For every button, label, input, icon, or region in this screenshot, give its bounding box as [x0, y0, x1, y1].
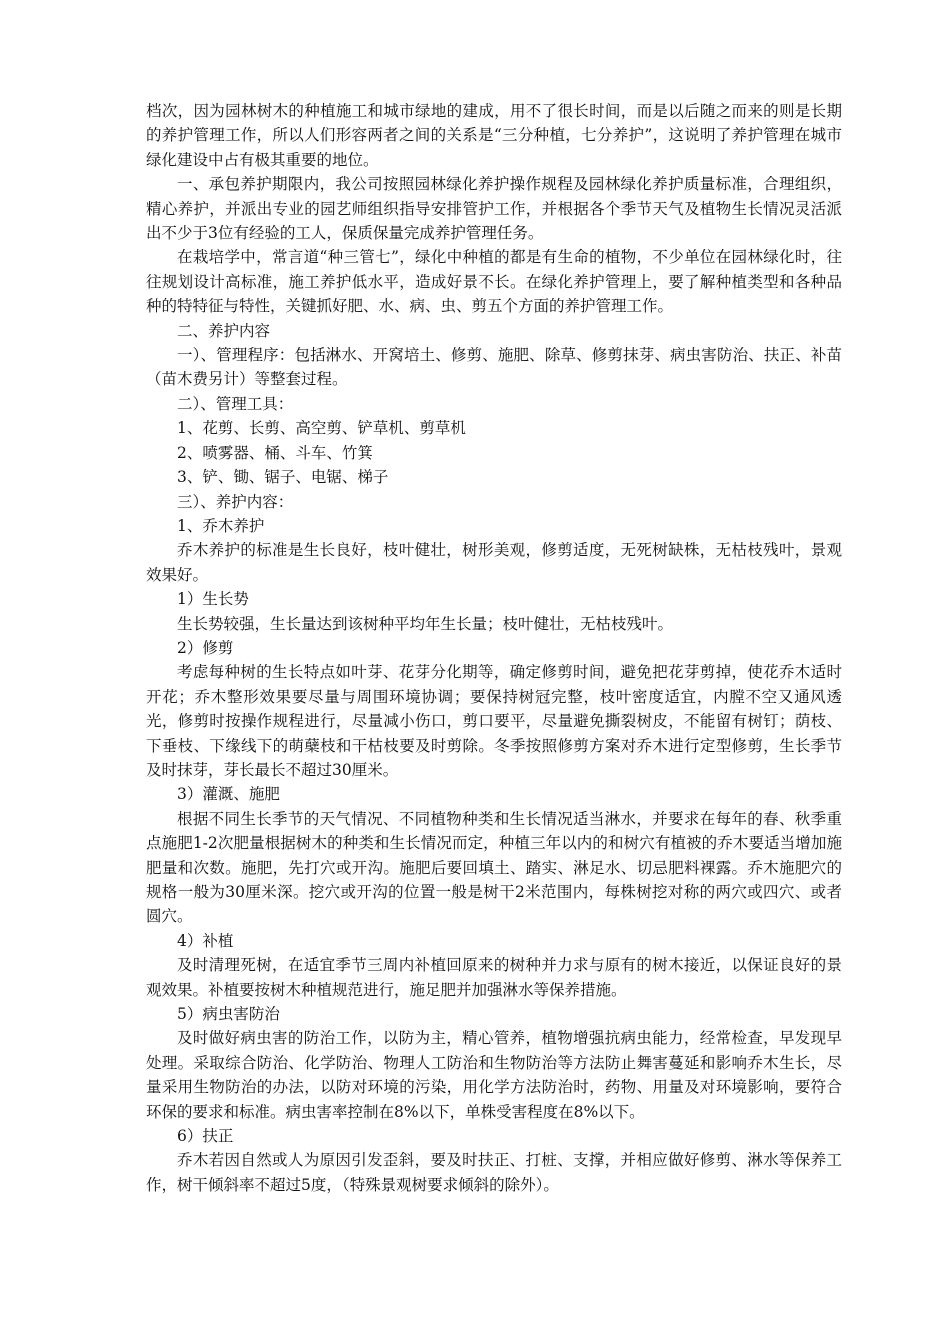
document-body — [146, 99, 842, 1197]
paragraph-management-procedure: 一）、管理程序：包括淋水、开窝培土、修剪、施肥、除草、修剪抹芽、病虫害防治、扶正、补苗（苗木费另计）等整套过程。 — [146, 346, 842, 389]
heading-irrigation: 3）灌溉、施肥 — [177, 785, 280, 804]
paragraph-replanting: 及时清理死树，在适宜季节三周内补植回原来的树种并力求与原有的树木接近，以保证良好的景观效果。补植要按树木种植规范进行，施足肥并加强淋水等保养措施。 — [146, 956, 842, 999]
heading-pruning: 2）修剪 — [177, 638, 234, 657]
paragraph-pruning: 考虑每种树的生长特点如叶芽、花芽分化期等，确定修剪时间，避免把花芽剪掉，使花乔木适时开花；乔木整形效果要尽量与周围环境协调；要保持树冠完整，枝叶密度适宜，内膛不空又通风透光，修剪时按操作规程进行，尽量减小伤口，剪口要平，尽量避免撕裂树皮，不能留有树钉；荫枝、下垂枝、下缘线下的萌蘖枝和干枯枝要及时剪除。冬季按照修剪方案对乔木进行定型修剪，生长季节及时抹芽，芽长最长不超过30厘米。 — [146, 663, 842, 779]
list-item-tools-2: 2、喷雾器、桶、斗车、竹箕 — [177, 443, 373, 462]
heading-pest-control: 5）病虫害防治 — [177, 1005, 280, 1024]
paragraph-contract-period: 一、承包养护期限内，我公司按照园林绿化养护操作规程及园林绿化养护质量标准，合理组织，精心养护，并派出专业的园艺师组织指导安排管护工作，并根据各个季节天气及植物生长情况灵活派出不少于3位有经验的工人，保质保量完成养护管理任务。 — [146, 175, 842, 243]
paragraph-straightening: 乔木若因自然或人为原因引发歪斜，要及时扶正、打桩、支撑，并相应做好修剪、淋水等保养工作，树干倾斜率不超过5度，（特殊景观树要求倾斜的除外）。 — [146, 1151, 842, 1194]
heading-maintenance-content: 二、养护内容 — [177, 321, 271, 340]
paragraph-intro: 档次，因为园林树木的种植施工和城市绿地的建成，用不了很长时间，而是以后随之而来的则是长期的养护管理工作，所以人们形容两者之间的关系是“三分种植，七分养护”，这说明了养护管理在城市绿化建设中占有极其重要的地位。 — [146, 102, 842, 169]
heading-tree-maintenance: 1、乔木养护 — [177, 516, 265, 535]
paragraph-growth: 生长势较强，生长量达到该树种平均年生长量；枝叶健壮，无枯枝残叶。 — [177, 614, 674, 633]
paragraph-irrigation: 根据不同生长季节的天气情况、不同植物种类和生长情况适当淋水，并要求在每年的春、秋季重点施肥1-2次肥量根据树木的种类和生长情况而定，种植三年以内的和树穴有植被的乔木要适当增加施肥量和次数。施肥，先打穴或开沟。施肥后要回填土、踏实、淋足水、切忌肥料裸露。乔木施肥穴的规格一般为30厘米深。挖穴或开沟的位置一般是树干2米范围内，每株树挖对称的两穴或四穴、或者圆穴。 — [146, 809, 842, 926]
list-item-tools-1: 1、花剪、长剪、高空剪、铲草机、剪草机 — [177, 419, 466, 438]
heading-maintenance-details: 三）、养护内容： — [177, 492, 294, 511]
paragraph-tree-standard: 乔木养护的标准是生长良好，枝叶健壮，树形美观，修剪适度，无死树缺株，无枯枝残叶，景观效果好。 — [146, 541, 842, 584]
list-item-tools-3: 3、铲、锄、锯子、电锯、梯子 — [177, 468, 389, 487]
heading-growth: 1）生长势 — [177, 590, 249, 609]
paragraph-cultivation: 在栽培学中，常言道“种三管七”，绿化中种植的都是有生命的植物，不少单位在园林绿化时，往往规划设计高标准，施工养护低水平，造成好景不长。在绿化养护管理上，要了解种植类型和各种品种的特特征与特性，关键抓好肥、水、病、虫、剪五个方面的养护管理工作。 — [146, 248, 842, 316]
paragraph-pest-control: 及时做好病虫害的防治工作，以防为主，精心管养，植物增强抗病虫能力，经常检查，早发现早处理。采取综合防治、化学防治、物理人工防治和生物防治等方法防止舞害蔓延和影响乔木生长，尽量采用生物防治的办法，以防对环境的污染，用化学方法防治时，药物、用量及对环境影响，要符合环保的要求和标准。病虫害率控制在8%以下，单株受害程度在8%以下。 — [146, 1029, 842, 1121]
heading-management-tools: 二）、管理工具： — [177, 394, 294, 413]
heading-straightening: 6）扶正 — [177, 1127, 234, 1146]
heading-replanting: 4）补植 — [177, 931, 234, 950]
